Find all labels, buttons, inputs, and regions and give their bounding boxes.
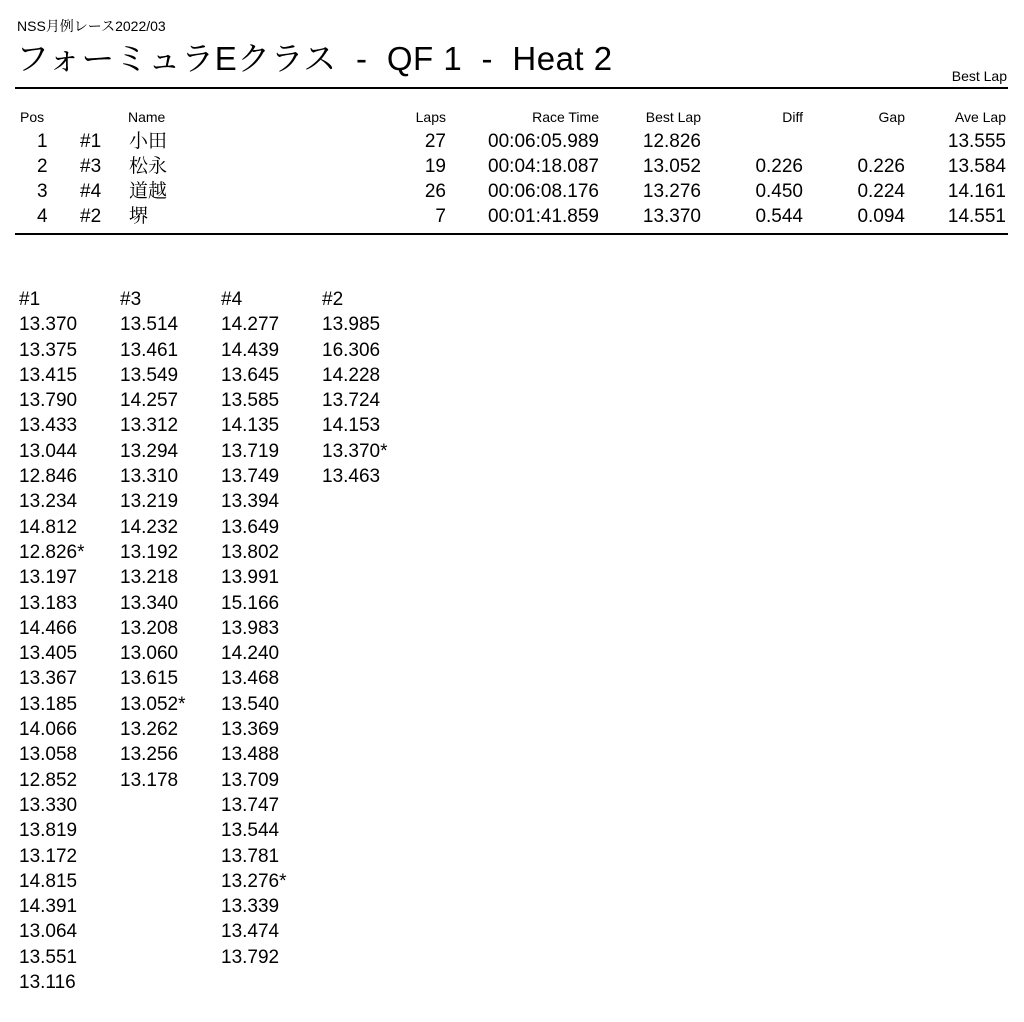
lap-time: 13.044 <box>19 440 78 462</box>
col-header-diff: Diff <box>782 109 803 125</box>
lap-time: 12.852 <box>19 769 78 791</box>
driver-name-cell: 松永 <box>129 156 168 177</box>
lap-time: 13.463 <box>322 466 381 488</box>
lap-time: 13.983 <box>221 617 280 639</box>
race-time-cell: 00:06:05.989 <box>488 131 599 152</box>
lap-time: 14.153 <box>322 415 381 437</box>
lap-time: 13.645 <box>221 364 280 386</box>
car-number-cell: #3 <box>80 156 102 177</box>
gap-cell: 0.224 <box>857 181 905 202</box>
lap-time: 13.219 <box>120 491 179 513</box>
lap-time: 15.166 <box>221 592 280 614</box>
lap-column <box>19 287 85 995</box>
car-number-cell: #1 <box>80 131 102 152</box>
lap-time: 13.369 <box>221 719 280 741</box>
lap-time: 13.178 <box>120 769 179 791</box>
pos-cell: 4 <box>37 206 48 227</box>
driver-name-cell: 道越 <box>129 181 168 202</box>
lap-time: 13.747 <box>221 794 280 816</box>
laps-cell: 7 <box>435 206 446 227</box>
lap-column-header: #4 <box>221 289 243 310</box>
lap-time: 13.991 <box>221 567 280 589</box>
lap-time: 13.585 <box>221 390 280 412</box>
lap-column-header: #1 <box>19 289 41 310</box>
lap-time: 13.540 <box>221 693 280 715</box>
lap-time: 13.790 <box>19 390 78 412</box>
lap-time: 13.514 <box>120 314 179 336</box>
race-time-cell: 00:01:41.859 <box>488 206 599 227</box>
lap-time: 14.228 <box>322 364 381 386</box>
lap-time: 16.306 <box>322 339 381 361</box>
car-number-cell: #4 <box>80 181 102 202</box>
lap-time: 13.461 <box>120 339 179 361</box>
report-title: フォーミュラEクラス - QF 1 - Heat 2 <box>16 40 613 77</box>
lap-time: 13.312 <box>120 415 179 437</box>
lap-time: 12.846 <box>19 466 78 488</box>
pos-cell: 3 <box>37 181 48 202</box>
lap-time: 14.466 <box>19 617 78 639</box>
lap-time: 13.052* <box>120 693 186 715</box>
lap-time: 12.826* <box>19 541 85 563</box>
lap-column-header: #2 <box>322 289 344 310</box>
lap-time: 13.370* <box>322 440 388 462</box>
laps-cell: 27 <box>424 131 446 152</box>
report-subtitle: NSS月例レース2022/03 <box>17 18 166 34</box>
lap-time: 13.310 <box>120 466 179 488</box>
lap-time: 13.256 <box>120 744 179 766</box>
lap-time: 14.232 <box>120 516 179 538</box>
top-divider <box>15 87 1008 89</box>
lap-time: 13.394 <box>221 491 280 513</box>
lap-time: 14.815 <box>19 870 78 892</box>
lap-time: 13.058 <box>19 744 78 766</box>
lap-time: 13.172 <box>19 845 78 867</box>
pos-cell: 2 <box>37 156 48 177</box>
lap-time: 13.405 <box>19 643 78 665</box>
lap-time: 13.709 <box>221 769 280 791</box>
lap-column-header: #3 <box>120 289 142 310</box>
col-header-pos: Pos <box>20 109 45 125</box>
lap-time: 13.819 <box>19 820 78 842</box>
lap-time: 13.185 <box>19 693 78 715</box>
lap-time: 13.985 <box>322 314 381 336</box>
lap-time: 13.234 <box>19 491 78 513</box>
driver-name-cell: 堺 <box>129 206 149 227</box>
race-time-cell: 00:04:18.087 <box>488 156 599 177</box>
ave-lap-cell: 14.551 <box>947 206 1006 227</box>
lap-time: 13.218 <box>120 567 179 589</box>
lap-time: 13.781 <box>221 845 280 867</box>
lap-time: 13.183 <box>19 592 78 614</box>
lap-time: 13.340 <box>120 592 179 614</box>
lap-time: 13.415 <box>19 364 78 386</box>
lap-time: 13.192 <box>120 541 179 563</box>
car-number-cell: #2 <box>80 206 102 227</box>
lap-time: 13.330 <box>19 794 78 816</box>
col-header-laps: Laps <box>415 109 446 125</box>
lap-time: 13.339 <box>221 896 280 918</box>
col-header-best-lap: Best Lap <box>645 109 701 125</box>
lap-time: 13.294 <box>120 440 179 462</box>
best-lap-cell: 13.370 <box>642 206 701 227</box>
laps-cell: 26 <box>424 181 446 202</box>
lap-time: 13.474 <box>221 921 280 943</box>
lap-time: 14.439 <box>221 339 280 361</box>
gap-cell: 0.226 <box>857 156 905 177</box>
col-header-ave-lap: Ave Lap <box>954 109 1006 125</box>
lap-time: 13.433 <box>19 415 78 437</box>
lap-time: 13.468 <box>221 668 280 690</box>
lap-time: 14.257 <box>120 390 179 412</box>
lap-time: 14.391 <box>19 896 78 918</box>
driver-name-cell: 小田 <box>129 131 168 152</box>
laps-cell: 19 <box>424 156 446 177</box>
lap-time: 13.064 <box>19 921 78 943</box>
lap-time: 13.544 <box>221 820 280 842</box>
lap-time: 14.277 <box>221 314 280 336</box>
diff-cell: 0.450 <box>755 181 803 202</box>
best-lap-cell: 12.826 <box>642 131 701 152</box>
lap-time: 14.135 <box>221 415 280 437</box>
lap-time: 13.276* <box>221 870 287 892</box>
lap-time: 13.551 <box>19 946 78 968</box>
lap-time: 13.802 <box>221 541 280 563</box>
bottom-divider <box>15 233 1008 235</box>
lap-time: 13.488 <box>221 744 280 766</box>
lap-time: 13.060 <box>120 643 179 665</box>
diff-cell: 0.544 <box>755 206 803 227</box>
ave-lap-cell: 14.161 <box>947 181 1006 202</box>
lap-time: 13.719 <box>221 440 280 462</box>
lap-time: 13.116 <box>19 972 76 994</box>
col-header-race-time: Race Time <box>532 109 599 125</box>
lap-time: 13.208 <box>120 617 179 639</box>
lap-time: 13.367 <box>19 668 78 690</box>
lap-time: 13.197 <box>19 567 78 589</box>
best-lap-cell: 13.052 <box>642 156 701 177</box>
lap-time: 13.724 <box>322 390 381 412</box>
ave-lap-cell: 13.584 <box>947 156 1006 177</box>
col-header-gap: Gap <box>878 109 905 125</box>
lap-time: 13.370 <box>19 314 78 336</box>
col-header-name: Name <box>128 109 166 125</box>
best-lap-sort-label: Best Lap <box>951 68 1007 84</box>
lap-time: 13.792 <box>221 946 280 968</box>
pos-cell: 1 <box>37 131 48 152</box>
lap-column <box>221 287 287 970</box>
ave-lap-cell: 13.555 <box>947 131 1006 152</box>
best-lap-cell: 13.276 <box>642 181 701 202</box>
lap-time: 13.262 <box>120 719 179 741</box>
gap-cell: 0.094 <box>857 206 905 227</box>
lap-column <box>322 287 388 489</box>
lap-time: 14.812 <box>19 516 78 538</box>
lap-time: 14.240 <box>221 643 280 665</box>
race-time-cell: 00:06:08.176 <box>488 181 599 202</box>
lap-time: 14.066 <box>19 719 78 741</box>
lap-time: 13.375 <box>19 339 78 361</box>
lap-time: 13.615 <box>120 668 179 690</box>
lap-time: 13.649 <box>221 516 280 538</box>
lap-time: 13.749 <box>221 466 280 488</box>
diff-cell: 0.226 <box>755 156 803 177</box>
lap-column <box>120 287 186 793</box>
lap-time: 13.549 <box>120 364 179 386</box>
